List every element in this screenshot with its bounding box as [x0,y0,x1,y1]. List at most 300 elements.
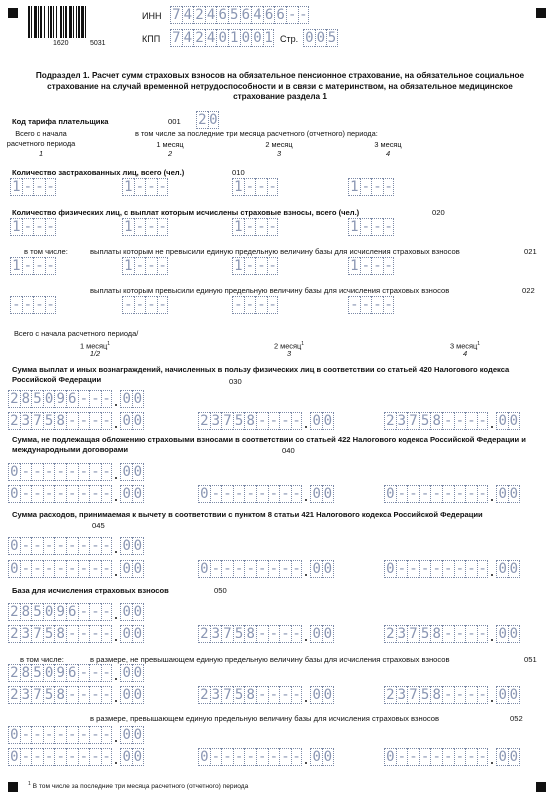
sum-field-051-month3-kop[interactable] [496,686,519,704]
form-cell: 0 [8,463,20,481]
form-cell: - [478,486,487,502]
count-field-020-col1[interactable] [10,218,56,236]
form-cell: - [43,726,55,744]
row-code-030: 030 [229,377,242,386]
form-cell: 0 [496,625,508,643]
kpp-field[interactable] [170,29,274,47]
count-field-020-col3[interactable] [232,218,278,236]
inn-field[interactable] [170,6,309,24]
decimal-point [115,499,117,501]
form-cell: 2 [193,29,205,47]
sum-field-045-month2-rub[interactable] [198,560,302,578]
row-code-022: 022 [522,286,535,295]
form-cell: - [20,748,32,766]
form-cell: - [442,412,454,430]
form-cell: 0 [120,686,132,704]
sum-field-040-month1-kop[interactable] [120,485,143,503]
form-cell: - [66,463,78,481]
form-cell: - [442,748,454,766]
form-cell: - [292,486,301,502]
sum-col-month2-header: 2 месяц$^1$ [273,341,305,351]
sum-field-030-total-rub[interactable] [8,390,112,408]
sum-field-045-total-rub[interactable] [8,537,112,555]
form-cell: 0 [120,625,132,643]
decimal-point [305,762,307,764]
form-cell: - [268,686,280,704]
form-cell: 0 [323,486,332,502]
sum-field-051-month2-kop[interactable] [310,686,333,704]
decimal-point [491,639,493,641]
form-cell: - [221,560,233,578]
form-cell: - [232,296,244,314]
count-field-021-col1[interactable] [10,257,56,275]
form-cell: - [268,625,280,643]
count-field-022-col3[interactable] [232,296,278,314]
form-cell: - [465,748,477,766]
sum-field-051-month1-kop[interactable] [120,686,143,704]
sum-field-040-month1-rub[interactable] [8,485,112,503]
form-cell: - [384,258,393,274]
decimal-point [491,574,493,576]
sum-field-051-month3-rub[interactable] [384,686,488,704]
form-cell: 0 [496,485,508,503]
form-cell: - [31,485,43,503]
form-cell: 4 [182,6,194,24]
form-cell: 1 [232,178,244,196]
sum-field-051-month1-rub[interactable] [8,686,112,704]
form-cell: 5 [31,664,43,682]
form-cell: 2 [8,412,20,430]
form-cell: - [244,296,256,314]
form-cell: 7 [221,625,233,643]
form-cell: - [371,178,383,196]
form-cell: - [396,748,408,766]
form-cell: - [292,561,301,577]
row-label-010: Количество застрахованных лиц, всего (чел.) [12,168,185,177]
form-cell: - [299,7,308,23]
form-cell: - [78,560,90,578]
row-label-040: Сумма, не подлежащая обложению страховыми взносами в соответствии со статьей 422 Налогового кодекса Российской Федерации и международными договорами [12,435,526,454]
form-cell: 0 [8,485,20,503]
form-cell: - [54,463,66,481]
form-cell: - [465,412,477,430]
row-label-050: База для исчисления страховых взносов [12,586,169,595]
col-month3-header: 3 месяц [374,140,402,149]
form-cell: 1 [122,178,134,196]
form-cell: - [145,257,157,275]
form-cell: - [89,603,101,621]
row-prefix: в том числе: [20,655,64,664]
sum-field-040-total-kop[interactable] [120,463,143,481]
form-cell: 8 [54,686,66,704]
form-cell: 6 [66,603,78,621]
decimal-point [115,678,117,680]
page-number-field[interactable] [303,29,338,47]
form-cell: 0 [43,664,55,682]
form-cell: 9 [54,664,66,682]
form-cell: 4 [205,29,217,47]
tariff-label: Код тарифа плательщика [12,117,109,126]
form-cell: - [286,6,298,24]
sum-field-045-month3-rub[interactable] [384,560,488,578]
form-cell: 7 [31,625,43,643]
form-cell: - [244,257,256,275]
row-code-051: 051 [524,655,537,664]
form-cell: - [78,726,90,744]
form-cell: - [268,219,277,235]
form-cell: - [478,626,487,642]
form-cell: - [78,412,90,430]
form-cell: - [465,485,477,503]
form-cell: - [158,219,167,235]
form-cell: 2 [198,686,210,704]
form-cell: - [268,748,280,766]
form-cell: 0 [310,485,322,503]
form-cell: - [384,219,393,235]
sum-field-040-month3-rub[interactable] [384,485,488,503]
form-cell: - [268,179,277,195]
form-cell: 7 [221,686,233,704]
form-cell: 7 [31,412,43,430]
row-code-050: 050 [214,586,227,595]
form-cell: 0 [509,561,518,577]
sum-field-030-total-kop[interactable] [120,390,143,408]
decimal-point [115,740,117,742]
form-cell: - [46,258,55,274]
form-cell: - [78,537,90,555]
form-cell: - [89,412,101,430]
form-cell: - [102,486,111,502]
col-total-header: Всего с начала расчетного периода [6,129,76,148]
form-cell: 4 [205,6,217,24]
form-cell: 0 [240,29,252,47]
form-cell: 0 [133,486,142,502]
form-cell: 2 [384,686,396,704]
form-cell: 0 [509,413,518,429]
sum-field-051-total-rub[interactable] [8,664,112,682]
sum-field-050-month2-rub[interactable] [198,625,302,643]
form-cell: - [407,485,419,503]
form-cell: - [43,537,55,555]
count-field-021-col2[interactable] [122,257,168,275]
form-cell: 8 [20,603,32,621]
sum-field-030-month2-kop[interactable] [310,412,333,430]
form-cell: 9 [54,390,66,408]
form-cell: - [89,463,101,481]
form-cell: 0 [133,749,142,765]
form-cell: - [478,561,487,577]
form-cell: - [158,297,167,313]
form-cell: - [384,179,393,195]
form-cell: - [134,218,146,236]
form-cell: - [210,560,222,578]
form-cell: - [419,560,431,578]
form-cell: 7 [407,686,419,704]
form-cell: 0 [43,603,55,621]
sum-field-050-month1-kop[interactable] [120,625,143,643]
form-cell: - [54,726,66,744]
sum-field-052-month2-rub[interactable] [198,748,302,766]
form-cell: 0 [509,687,518,703]
form-cell: - [10,296,22,314]
count-field-021-col4[interactable] [348,257,394,275]
count-field-022-col1[interactable] [10,296,56,314]
form-cell: - [465,625,477,643]
form-cell: 0 [384,485,396,503]
form-cell: - [22,257,34,275]
form-cell: - [255,218,267,236]
count-field-010-col3[interactable] [232,178,278,196]
sum-field-040-month2-rub[interactable] [198,485,302,503]
sum-field-052-month2-kop[interactable] [310,748,333,766]
form-cell: - [20,537,32,555]
form-cell: 5 [43,412,55,430]
count-field-010-col1[interactable] [10,178,56,196]
form-cell: 0 [8,560,20,578]
form-cell: - [102,464,111,480]
sum-field-050-month1-rub[interactable] [8,625,112,643]
sum-field-052-month1-rub[interactable] [8,748,112,766]
sum-field-045-month1-rub[interactable] [8,560,112,578]
form-cell: 0 [8,537,20,555]
sum-field-050-total-kop[interactable] [120,603,143,621]
footnote: $^1$ В том числе за последние три месяца расчетного (отчетного) периода [28,781,249,791]
form-cell: - [46,297,55,313]
form-cell: - [419,748,431,766]
kpp-label: КПП [142,34,161,44]
count-field-020-col2[interactable] [122,218,168,236]
form-cell: 0 [323,413,332,429]
form-cell: - [396,560,408,578]
form-cell: - [66,560,78,578]
sum-field-052-month3-rub[interactable] [384,748,488,766]
count-field-022-col2[interactable] [122,296,168,314]
sum-field-045-month2-kop[interactable] [310,560,333,578]
form-cell: - [256,485,268,503]
row-code-040: 040 [282,446,295,455]
form-cell: 2 [198,625,210,643]
form-cell: 1 [10,218,22,236]
form-cell: - [102,391,111,407]
form-cell: - [66,412,78,430]
sum-field-051-total-kop[interactable] [120,664,143,682]
sum-field-045-total-kop[interactable] [120,537,143,555]
count-field-022-col4[interactable] [348,296,394,314]
form-cell: 3 [210,412,222,430]
form-cell: 5 [228,6,240,24]
decimal-point [115,477,117,479]
form-cell: - [78,603,90,621]
decimal-point [115,574,117,576]
form-cell: - [233,485,245,503]
form-cell: 5 [419,686,431,704]
sum-field-030-month3-kop[interactable] [496,412,519,430]
form-cell: - [43,463,55,481]
count-field-020-col4[interactable] [348,218,394,236]
form-cell: 8 [244,412,256,430]
form-cell: - [145,218,157,236]
form-cell: 3 [210,686,222,704]
count-field-021-col3[interactable] [232,257,278,275]
form-cell: 6 [66,390,78,408]
form-cell: - [66,726,78,744]
form-cell: 0 [133,391,142,407]
sum-field-030-month2-rub[interactable] [198,412,302,430]
form-cell: 0 [323,687,332,703]
col-month2-header: 2 месяц [265,140,293,149]
form-cell: - [430,560,442,578]
sum-field-040-month2-kop[interactable] [310,485,333,503]
form-cell: - [210,485,222,503]
form-cell: 0 [133,464,142,480]
form-cell: - [279,625,291,643]
decimal-point [115,639,117,641]
form-cell: - [478,749,487,765]
form-cell: 1 [232,257,244,275]
form-cell: 6 [66,664,78,682]
decimal-point [305,700,307,702]
form-cell: - [89,726,101,744]
sum-field-052-total-kop[interactable] [120,726,143,744]
form-cell: - [89,390,101,408]
sum-field-050-month3-rub[interactable] [384,625,488,643]
sum-field-050-month3-kop[interactable] [496,625,519,643]
form-cell: - [22,218,34,236]
form-cell: - [279,686,291,704]
form-cell: 0 [496,412,508,430]
inn-label: ИНН [142,11,162,21]
form-cell: 3 [396,412,408,430]
form-cell: 0 [120,463,132,481]
form-cell: - [31,726,43,744]
form-cell: - [244,178,256,196]
form-cell: 0 [133,687,142,703]
form-cell: - [348,296,360,314]
form-cell: 0 [310,560,322,578]
form-cell: 0 [133,413,142,429]
form-cell: - [78,463,90,481]
form-cell: - [46,179,55,195]
tariff-field[interactable] [196,111,219,129]
form-cell: - [256,686,268,704]
row-label-021: выплаты которым не превысили единую предельную величину базы для исчисления страховых взносов [90,247,460,256]
form-cell: 4 [182,29,194,47]
form-cell: 1 [348,257,360,275]
form-cell: 5 [233,625,245,643]
form-cell: 0 [384,748,396,766]
form-cell: - [221,748,233,766]
form-cell: 1 [264,30,273,46]
row-code-020: 020 [432,208,445,217]
form-cell: - [233,748,245,766]
form-cell: - [102,413,111,429]
form-cell: 0 [198,485,210,503]
form-cell: - [396,485,408,503]
form-cell: - [78,625,90,643]
form-cell: - [478,687,487,703]
form-cell: 0 [120,726,132,744]
form-cell: - [244,485,256,503]
form-cell: 0 [120,537,132,555]
form-cell: 1 [228,29,240,47]
form-cell: - [102,538,111,554]
form-cell: - [66,686,78,704]
decimal-point [491,426,493,428]
sum-field-030-month3-rub[interactable] [384,412,488,430]
form-cell: 5 [419,412,431,430]
form-cell: 2 [8,625,20,643]
form-cell: - [255,178,267,196]
form-cell: 2 [8,686,20,704]
sum-field-030-month1-rub[interactable] [8,412,112,430]
form-cell: - [268,297,277,313]
sum-field-050-total-rub[interactable] [8,603,112,621]
sum-field-045-month1-kop[interactable] [120,560,143,578]
form-cell: - [66,537,78,555]
form-cell: - [66,625,78,643]
corner-marker-top-right [536,8,546,18]
row-code-052: 052 [510,714,523,723]
form-cell: 2 [384,412,396,430]
form-cell: 9 [54,603,66,621]
form-cell: - [33,296,45,314]
form-cell: - [360,296,372,314]
form-cell: - [89,537,101,555]
sum-col-month3-number: 4 [462,349,468,358]
form-cell: 0 [120,664,132,682]
sum-field-052-total-rub[interactable] [8,726,112,744]
form-cell: - [360,218,372,236]
sum-field-040-month3-kop[interactable] [496,485,519,503]
form-cell: 0 [509,486,518,502]
form-cell: - [31,560,43,578]
form-cell: - [102,626,111,642]
sum-field-045-month3-kop[interactable] [496,560,519,578]
form-cell: - [442,625,454,643]
form-cell: 0 [43,390,55,408]
form-cell: 8 [244,625,256,643]
form-cell: 0 [120,560,132,578]
form-cell: 0 [8,748,20,766]
sum-field-040-total-rub[interactable] [8,463,112,481]
form-cell: - [465,686,477,704]
form-cell: 5 [31,603,43,621]
count-field-010-col4[interactable] [348,178,394,196]
barcode-number-left: 1620 [53,40,69,47]
form-cell: - [371,218,383,236]
sum-field-052-month3-kop[interactable] [496,748,519,766]
sum-field-030-month1-kop[interactable] [120,412,143,430]
form-cell: 0 [310,748,322,766]
count-field-010-col2[interactable] [122,178,168,196]
sum-field-051-month2-rub[interactable] [198,686,302,704]
form-cell: - [134,178,146,196]
form-cell: - [442,560,454,578]
sum-field-052-month1-kop[interactable] [120,748,143,766]
form-cell: 0 [120,412,132,430]
form-cell: 0 [509,626,518,642]
form-cell: - [292,626,301,642]
decimal-point [115,551,117,553]
form-cell: 0 [496,748,508,766]
sum-field-050-month2-kop[interactable] [310,625,333,643]
form-cell: 7 [170,6,182,24]
form-cell: 3 [396,625,408,643]
form-cell: 5 [419,625,431,643]
form-cell: 8 [54,625,66,643]
form-cell: - [244,218,256,236]
form-cell: 6 [240,6,252,24]
